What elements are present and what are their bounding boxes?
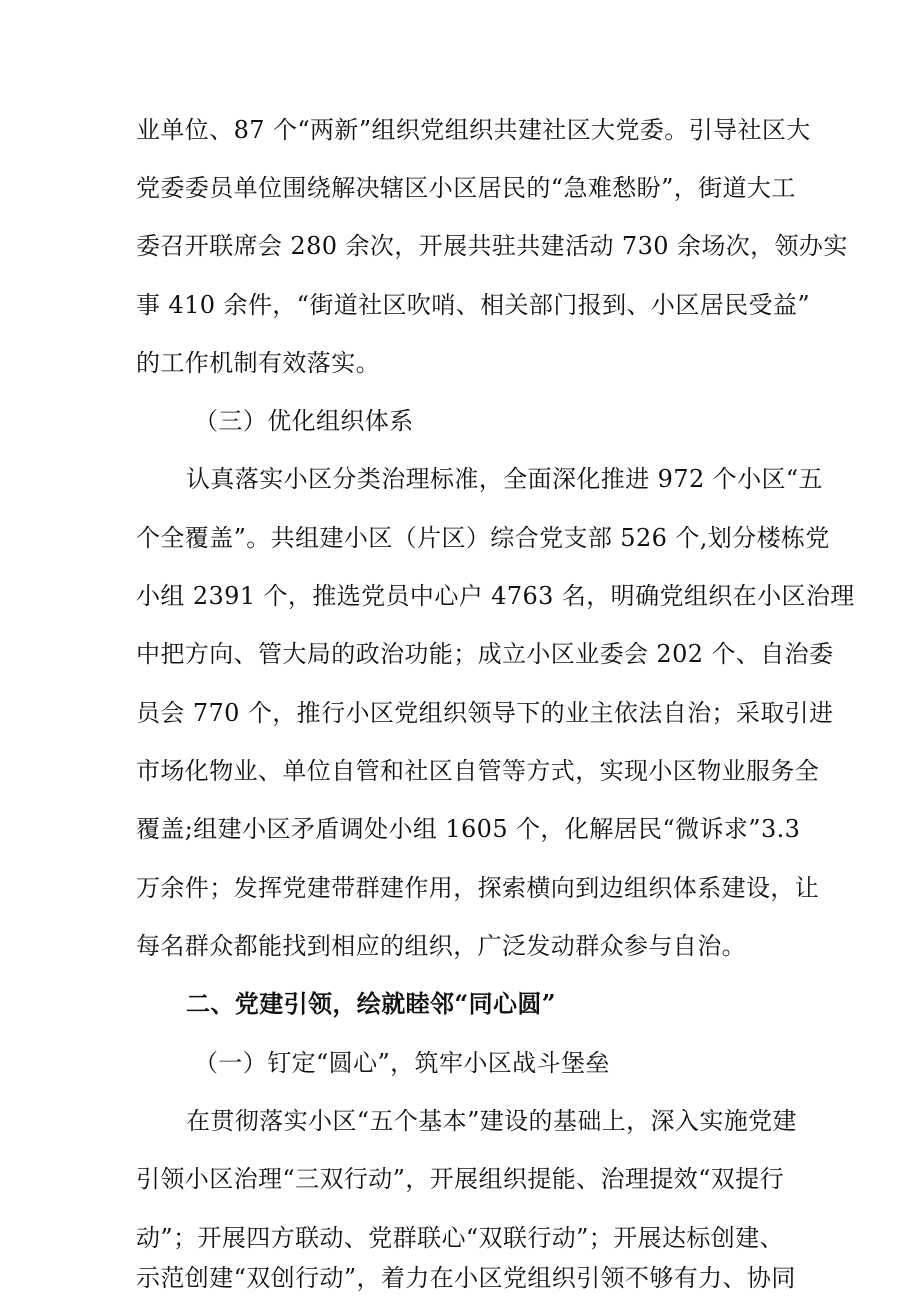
paragraph-line: 业单位、87 个“两新”组织党组织共建社区大党委。引导社区大 <box>136 116 811 144</box>
paragraph-line: 万余件；发挥党建带群建作用，探索横向到边组织体系建设，让 <box>136 874 820 902</box>
paragraph-line: 市场化物业、单位自管和社区自管等方式，实现小区物业服务全 <box>136 757 820 785</box>
paragraph-line: 党委委员单位围绕解决辖区小区居民的“急难愁盼”，街道大工 <box>136 174 796 202</box>
paragraph-line: 的工作机制有效落实。 <box>136 349 380 377</box>
paragraph-line: 每名群众都能找到相应的组织，广泛发动群众参与自治。 <box>136 932 746 960</box>
subsection-heading: （三）优化组织体系 <box>194 407 414 435</box>
section-heading: 二、党建引领，绘就睦邻“同心圆” <box>186 989 557 1018</box>
paragraph-line: 动”；开展四方联动、党群联心“双联行动”；开展达标创建、 <box>136 1224 785 1252</box>
paragraph-line: 认真落实小区分类治理标准，全面深化推进 972 个小区“五 <box>186 465 823 493</box>
paragraph-line: 员会 770 个，推行小区党组织领导下的业主依法自治；采取引进 <box>136 699 834 727</box>
paragraph-line: 引领小区治理“三双行动”，开展组织提能、治理提效“双提行 <box>136 1165 785 1193</box>
paragraph-line: 小组 2391 个，推选党员中心户 4763 名，明确党组织在小区治理 <box>136 582 855 610</box>
subsection-heading: （一）钉定“圆心”，筑牢小区战斗堡垒 <box>194 1049 610 1077</box>
paragraph-line: 在贯彻落实小区“五个基本”建设的基础上，深入实施党建 <box>186 1107 797 1135</box>
paragraph-line: 个全覆盖”。共组建小区（片区）综合党支部 526 个,划分楼栋党 <box>136 524 830 552</box>
paragraph-line: 示范创建“双创行动”，着力在小区党组织引领不够有力、协同 <box>136 1264 796 1292</box>
paragraph-line: 事 410 余件，“街道社区吹哨、相关部门报到、小区居民受益” <box>136 291 811 319</box>
paragraph-line: 中把方向、管大局的政治功能；成立小区业委会 202 个、自治委 <box>136 640 834 668</box>
paragraph-line: 委召开联席会 280 余次，开展共驻共建活动 730 余场次，领办实 <box>136 232 848 260</box>
paragraph-line: 覆盖;组建小区矛盾调处小组 1605 个，化解居民“微诉求”3.3 <box>136 815 801 843</box>
